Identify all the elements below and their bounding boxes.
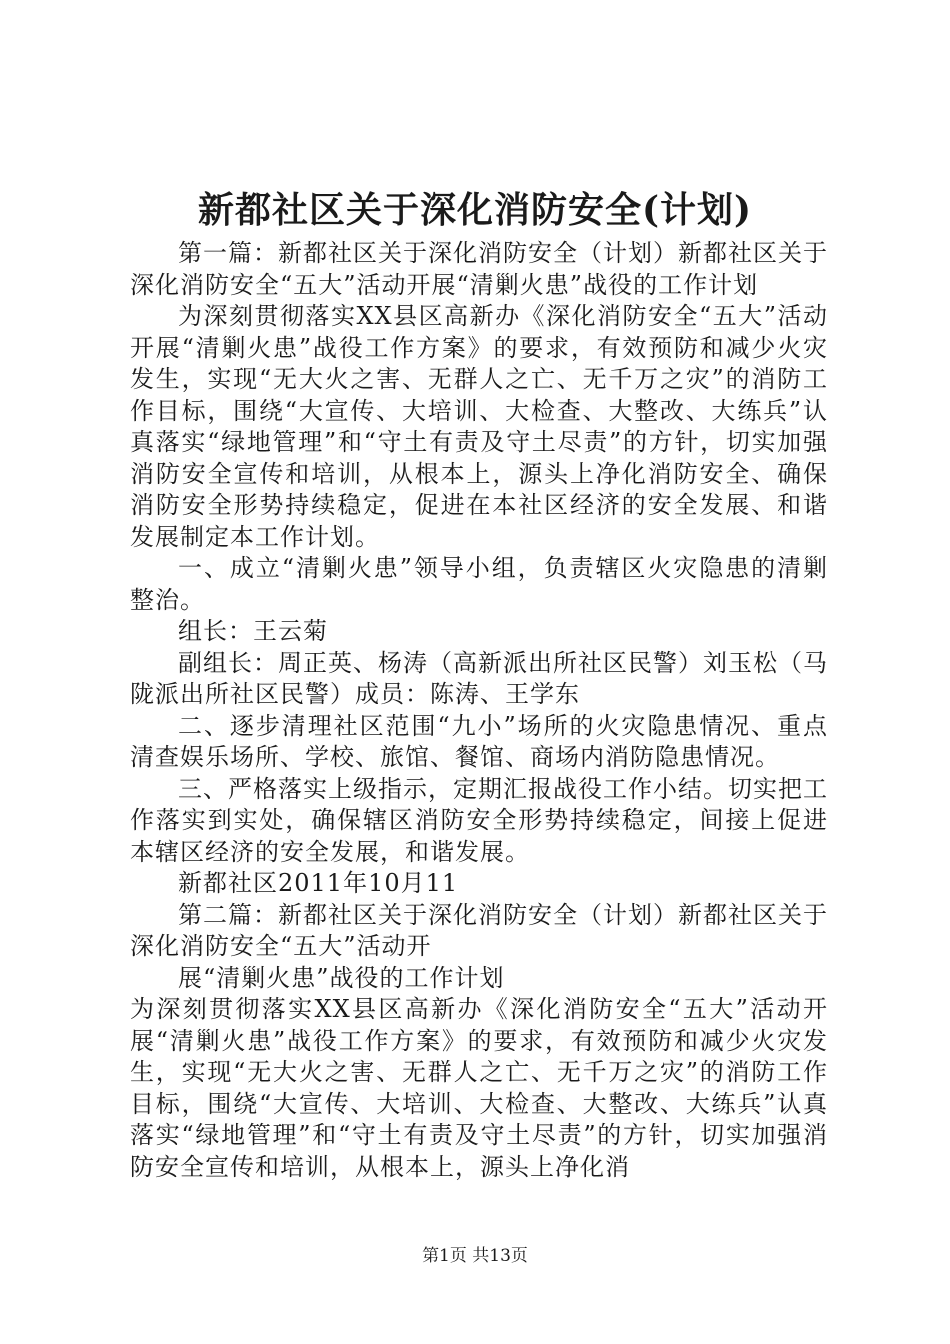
- paragraph-item-1: 一、成立“清剿火患”领导小组，负责辖区火灾隐患的清剿整治。: [130, 554, 828, 614]
- paragraph-deputy-leaders: 副组长：周正英、杨涛（高新派出所社区民警）刘玉松（马陇派出所社区民警）成员：陈涛、王学东: [130, 648, 828, 708]
- paragraph-leader: 组长：王云菊: [178, 617, 328, 645]
- paragraph-part2-intro: 为深刻贯彻落实XX县区高新办《深化消防安全“五大”活动开展“清剿火患”战役工作方案》的要求，有效预防和减少火灾发生，实现“无大火之害、无群人之亡、无千万之灾”的消防工作目标，围绕“大宣传、大培训、大检查、大整改、大练兵”认真落实“绿地管理”和“守土有责及守土尽责”的方针，切实加强消防安全宣传和培训，从根本上，源头上净化消: [130, 995, 828, 1181]
- paragraph-part1-intro: 为深刻贯彻落实XX县区高新办《深化消防安全“五大”活动开展“清剿火患”战役工作方案》的要求，有效预防和减少火灾发生，实现“无大火之害、无群人之亡、无千万之灾”的消防工作目标，围绕“大宣传、大培训、大检查、大整改、大练兵”认真落实“绿地管理”和“守土有责及守土尽责”的方针，切实加强消防安全宣传和培训，从根本上，源头上净化消防安全、确保消防安全形势持续稳定，促进在本社区经济的安全发展、和谐发展制定本工作计划。: [130, 302, 828, 551]
- paragraph-part1-heading: 第一篇：新都社区关于深化消防安全（计划）新都社区关于深化消防安全“五大”活动开展“清剿火患”战役的工作计划: [130, 239, 828, 299]
- document-body: [130, 238, 828, 1183]
- page-number-footer: 第1页 共13页: [422, 1246, 528, 1266]
- paragraph-item-3: 三、严格落实上级指示，定期汇报战役工作小结。切实把工作落实到实处，确保辖区消防安全形势持续稳定，间接上促进本辖区经济的安全发展，和谐发展。: [130, 774, 828, 866]
- paragraph-part2-heading: 第二篇：新都社区关于深化消防安全（计划）新都社区关于深化消防安全“五大”活动开: [130, 900, 828, 960]
- paragraph-item-2: 二、逐步清理社区范围“九小”场所的火灾隐患情况、重点清查娱乐场所、学校、旅馆、餐馆、商场内消防隐患情况。: [130, 711, 828, 771]
- document-title: 新都社区关于深化消防安全(计划): [197, 189, 753, 231]
- paragraph-part2-heading-cont: 展“清剿火患”战役的工作计划: [178, 963, 505, 992]
- paragraph-signature-date: 新都社区2011年10月11: [178, 869, 459, 897]
